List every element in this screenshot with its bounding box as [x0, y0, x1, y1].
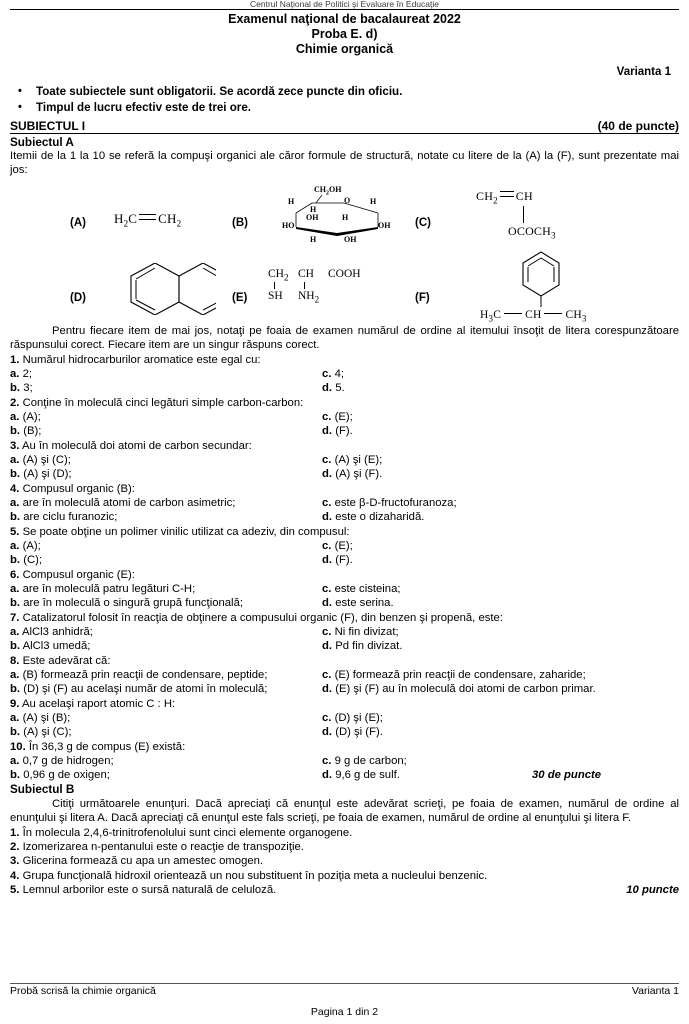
statement-3-number: 3.: [10, 855, 20, 868]
header-divider: [10, 9, 679, 10]
question-2-stem: [10, 396, 679, 410]
option-d[interactable]: d. este serina.: [322, 597, 394, 610]
single-bond-icon: [304, 282, 305, 289]
option-a[interactable]: a. are în moleculă atomi de carbon asimetric;: [10, 497, 236, 510]
question-7-options: [10, 625, 679, 653]
option-c[interactable]: c. (E) formează prin reacţii de condensare, zaharide;: [322, 669, 586, 682]
haworth-oh-inner-left: OH: [306, 213, 319, 223]
question-8-text: Este adevărat că:: [22, 655, 111, 668]
cumene-ch: CH: [525, 309, 542, 322]
option-d[interactable]: d. (F).: [322, 425, 353, 438]
option-a[interactable]: a. AlCl3 anhidră;: [10, 626, 93, 639]
cysteine-nh2: $NH_2$: [298, 290, 320, 305]
question-2-options: [10, 410, 679, 438]
question-9-options: [10, 711, 679, 739]
haworth-ch2oh: [314, 185, 341, 197]
option-c[interactable]: c. 4;: [322, 368, 344, 381]
option-a[interactable]: a. (B) formează prin reacţii de condensare, peptide;: [10, 669, 268, 682]
exam-title: Examenul naţional de bacalaureat 2022: [228, 12, 461, 26]
option-d[interactable]: d. (A) şi (F).: [322, 468, 383, 481]
haworth-ch-sub: 2: [326, 190, 329, 197]
single-bond-icon: [274, 282, 275, 289]
question-6-stem: [10, 568, 679, 582]
structure-a-h-sub: 2: [123, 218, 129, 229]
question-6-options: [10, 582, 679, 610]
varianta-top: Varianta 1: [616, 66, 671, 78]
option-c[interactable]: c. (E);: [322, 540, 353, 553]
subiectul-i-points: (40 de puncte): [597, 119, 679, 133]
structure-e: [232, 288, 247, 306]
question-2-text: Conţine în moleculă cinci legături simple carbon-carbon:: [22, 397, 304, 410]
question-2-number: 2.: [10, 397, 20, 410]
haworth-oh-right: OH: [378, 221, 391, 231]
haworth-h-upper-right: H: [370, 197, 377, 207]
structure-a-label: (A): [70, 217, 86, 230]
question-10-options-row2: [10, 768, 679, 782]
option-d[interactable]: d. Pd fin divizat.: [322, 640, 403, 653]
structure-b: [232, 213, 248, 231]
question-4: [10, 482, 679, 524]
cumene-h3c: $H_3C$: [480, 309, 502, 324]
cysteine-ch: CH: [298, 268, 314, 281]
structure-b-label: (B): [232, 217, 248, 230]
structure-a: [70, 213, 86, 231]
question-7-stem: [10, 611, 679, 625]
option-c[interactable]: c. Ni fin divizat;: [322, 626, 399, 639]
question-5-number: 5.: [10, 526, 20, 539]
haworth-oh: OH: [329, 185, 342, 195]
structure-e-formula: [268, 268, 398, 305]
option-b[interactable]: b. are în moleculă o singură grupă funcţională;: [10, 597, 243, 610]
question-7-number: 7.: [10, 612, 20, 625]
structure-a-ch-sub: 2: [176, 218, 182, 229]
structure-b-haworth: [282, 183, 394, 245]
option-b[interactable]: b. (A) şi (D);: [10, 468, 72, 481]
question-10: [10, 740, 679, 782]
statement-1: [10, 826, 679, 840]
instruction-bullet-1: • Toate subiectele sunt obligatorii. Se acordă zece puncte din oficiu.: [10, 84, 679, 100]
naphthalene-svg: [118, 263, 216, 315]
haworth-ch: CH: [314, 185, 326, 195]
structure-c: [415, 213, 431, 231]
question-7-text: Catalizatorul folosit în reacţia de obţinere a compusului organic (F), din benzen şi propenă, este:: [22, 612, 503, 625]
statement-4: [10, 869, 679, 883]
structure-a-c: C: [128, 211, 138, 227]
option-a[interactable]: a. are în moleculă patru legături C-H;: [10, 583, 196, 596]
option-a[interactable]: a. (A) şi (C);: [10, 454, 71, 467]
option-c[interactable]: c. este β-D-fructofuranoza;: [322, 497, 457, 510]
option-a[interactable]: a. 0,7 g de hidrogen;: [10, 755, 114, 768]
question-10-number: 10.: [10, 741, 26, 754]
exam-instructions-list: [10, 84, 679, 116]
question-8: [10, 654, 679, 696]
subiectul-a-instruction: Pentru fiecare item de mai jos, notaţi pe foaia de examen numărul de ordine al itemului însoţit de litera corespunzătoare răspunsului corect. Fiecare item are un singur răspuns corect.: [10, 325, 679, 351]
statement-1-text: În molecula 2,4,6-trinitrofenolului sunt cinci elemente organogene.: [22, 826, 353, 839]
structure-a-formula: [114, 211, 181, 229]
question-9-number: 9.: [10, 698, 20, 711]
haworth-h-inner-left: H: [310, 205, 317, 215]
question-4-stem: [10, 482, 679, 496]
instruction-bullet-2: • Timpul de lucru efectiv este de trei ore.: [10, 100, 679, 116]
subiectul-b-label: Subiectul B: [10, 783, 75, 797]
question-9-text: Au acelaşi raport atomic C : H:: [21, 698, 176, 711]
structure-d: [70, 288, 86, 306]
option-d[interactable]: d. (E) şi (F) au în moleculă doi atomi de carbon primar.: [322, 683, 596, 696]
statement-list: [10, 826, 679, 898]
page-footer: [10, 983, 679, 1018]
statement-5: [10, 883, 679, 897]
question-5: [10, 525, 679, 567]
proba-label: Proba E. d): [311, 27, 378, 41]
question-8-stem: [10, 654, 679, 668]
haworth-h-upper-left: H: [288, 197, 295, 207]
question-8-number: 8.: [10, 655, 20, 668]
question-2: [10, 396, 679, 438]
option-d[interactable]: d. (D) şi (F).: [322, 726, 383, 739]
question-5-options: [10, 539, 679, 567]
option-a[interactable]: a. (A) şi (B);: [10, 712, 71, 725]
question-3-stem: [10, 439, 679, 453]
cumene-ch3: $CH_3$: [565, 309, 587, 324]
structure-e-label: (E): [232, 292, 248, 305]
structure-diagrams: [10, 183, 679, 323]
haworth-oh-bottom: OH: [344, 235, 357, 245]
subiectul-a-points: 30 de puncte: [532, 769, 602, 782]
structure-c-ococh3: OCOCH: [508, 223, 552, 238]
haworth-ring-oxygen: O: [344, 196, 351, 206]
question-9-stem: [10, 697, 679, 711]
question-list: [10, 353, 679, 782]
question-6-text: Compusul organic (E):: [22, 569, 135, 582]
double-bond-icon: [139, 214, 156, 220]
haworth-h-inner-right: H: [342, 213, 349, 223]
structure-c-label: (C): [415, 217, 431, 230]
option-b[interactable]: b. 3;: [10, 382, 33, 395]
option-d[interactable]: d. (F).: [322, 554, 353, 567]
haworth-ho-left: HO: [282, 221, 295, 231]
question-10-text: În 36,3 g de compus (E) există:: [28, 741, 186, 754]
statement-3-text: Glicerina formează cu apa un amestec omogen.: [22, 855, 264, 868]
structure-c-ch: CH: [515, 189, 533, 204]
option-a[interactable]: a. 2;: [10, 368, 32, 381]
single-bond-icon: [523, 206, 524, 223]
page-number: Pagina 1 din 2: [310, 1006, 379, 1018]
structure-d-label: (D): [70, 292, 86, 305]
institution-header: Centrul Naţional de Politici şi Evaluare în Educaţie: [250, 0, 439, 9]
subiectul-b-instruction: Citiţi următoarele enunţuri. Dacă apreciaţi că enunţul este adevărat scrieţi, pe foaia de examen, numărul de ordine al enunţului şi litera A. Dacă apreciaţi că enunţul este fals scrieţi, pe foaia de examen, numărul de ordine al enunţului şi litera F.: [10, 798, 679, 824]
haworth-h-bottom: H: [310, 235, 317, 245]
statement-4-text: Grupa funcţională hidroxil orientează un nou substituent în poziţia meta a nucleului benzenic.: [22, 869, 488, 882]
statement-2: [10, 840, 679, 854]
option-a[interactable]: a. (A);: [10, 411, 41, 424]
option-b[interactable]: b. (C);: [10, 554, 43, 567]
bond-line-icon: [504, 313, 522, 314]
cysteine-sh: SH: [268, 290, 283, 303]
cumene-chain: [480, 309, 587, 323]
question-6-number: 6.: [10, 569, 20, 582]
question-1-options: [10, 367, 679, 395]
cysteine-ch2: $CH_2$: [268, 268, 289, 283]
question-4-text: Compusul organic (B):: [22, 483, 135, 496]
subiectul-i-heading: [10, 119, 679, 134]
question-7: [10, 611, 679, 653]
benzene-ring-svg: [510, 251, 570, 307]
title-block: [10, 12, 679, 57]
option-b[interactable]: b. AlCl3 umedă;: [10, 640, 91, 653]
option-b[interactable]: b. 0,96 g de oxigen;: [10, 769, 110, 782]
question-6: [10, 568, 679, 610]
option-d[interactable]: d. 9,6 g de sulf.: [322, 769, 400, 782]
statement-2-number: 2.: [10, 840, 20, 853]
question-9: [10, 697, 679, 739]
question-1-number: 1.: [10, 354, 20, 367]
structure-c-formula: [476, 189, 596, 240]
option-c[interactable]: c. (D) şi (E);: [322, 712, 383, 725]
structure-a-ch: CH: [158, 211, 177, 227]
option-c[interactable]: c. (A) şi (E);: [322, 454, 383, 467]
structure-c-ch2: CH: [476, 189, 494, 204]
option-d[interactable]: d. este o dizaharidă.: [322, 511, 425, 524]
subiectul-i-label: SUBIECTUL I: [10, 119, 86, 133]
structure-c-ch2-sub: 2: [493, 195, 498, 206]
question-1: [10, 353, 679, 395]
question-1-stem: [10, 353, 679, 367]
question-3: [10, 439, 679, 481]
footer-right: Varianta 1: [631, 985, 679, 997]
option-b[interactable]: b. (B);: [10, 425, 42, 438]
double-bond-icon: [500, 191, 514, 197]
subiectul-a-intro: Itemii de la 1 la 10 se referă la compuşi organici ale căror formule de structură, notate cu litere de la (A) la (F), sunt prezentate mai jos:: [10, 150, 679, 176]
statement-4-number: 4.: [10, 869, 20, 882]
question-10-stem: [10, 740, 679, 754]
bond-line-icon: [544, 313, 562, 314]
statement-1-number: 1.: [10, 826, 20, 839]
footer-divider: [10, 983, 679, 984]
structure-d-naphthalene: [118, 263, 216, 320]
structure-f: [415, 288, 430, 306]
option-b[interactable]: b. (D) şi (F) au acelaşi număr de atomi în moleculă;: [10, 683, 268, 696]
question-3-options: [10, 453, 679, 481]
structure-c-ococh3-sub: 3: [551, 229, 556, 240]
option-c[interactable]: c. (E);: [322, 411, 353, 424]
subiectul-b-points: 10 puncte: [626, 884, 679, 897]
statement-5-text: Lemnul arborilor este o sursă naturală de celuloză.: [22, 884, 277, 897]
question-3-number: 3.: [10, 440, 20, 453]
structure-f-label: (F): [415, 292, 430, 305]
option-c[interactable]: c. 9 g de carbon;: [322, 755, 407, 768]
subiectul-a-label: Subiectul A: [10, 136, 74, 149]
question-10-options-row1: [10, 754, 679, 768]
option-c[interactable]: c. este cisteina;: [322, 583, 401, 596]
option-d[interactable]: d. 5.: [322, 382, 345, 395]
question-4-options: [10, 496, 679, 524]
option-b[interactable]: b. are ciclu furanozic;: [10, 511, 118, 524]
option-a[interactable]: a. (A);: [10, 540, 41, 553]
footer-left: Probă scrisă la chimie organică: [10, 985, 156, 997]
question-8-options: [10, 668, 679, 696]
question-5-stem: [10, 525, 679, 539]
statement-3: [10, 854, 679, 868]
structure-a-h: H: [114, 211, 124, 227]
cysteine-cooh: COOH: [328, 268, 361, 281]
question-4-number: 4.: [10, 483, 20, 496]
option-b[interactable]: b. (A) şi (C);: [10, 726, 72, 739]
question-3-text: Au în moleculă doi atomi de carbon secundar:: [21, 440, 252, 453]
statement-2-text: Izomerizarea n-pentanului este o reacţie de transpoziţie.: [22, 840, 304, 853]
footer-row: [10, 985, 679, 997]
question-1-text: Numărul hidrocarburilor aromatice este egal cu:: [22, 354, 261, 367]
question-5-text: Se poate obţine un polimer vinilic utilizat ca adeziv, din compusul:: [22, 526, 350, 539]
statement-5-number: 5.: [10, 884, 20, 897]
subject-label: Chimie organică: [295, 42, 394, 56]
